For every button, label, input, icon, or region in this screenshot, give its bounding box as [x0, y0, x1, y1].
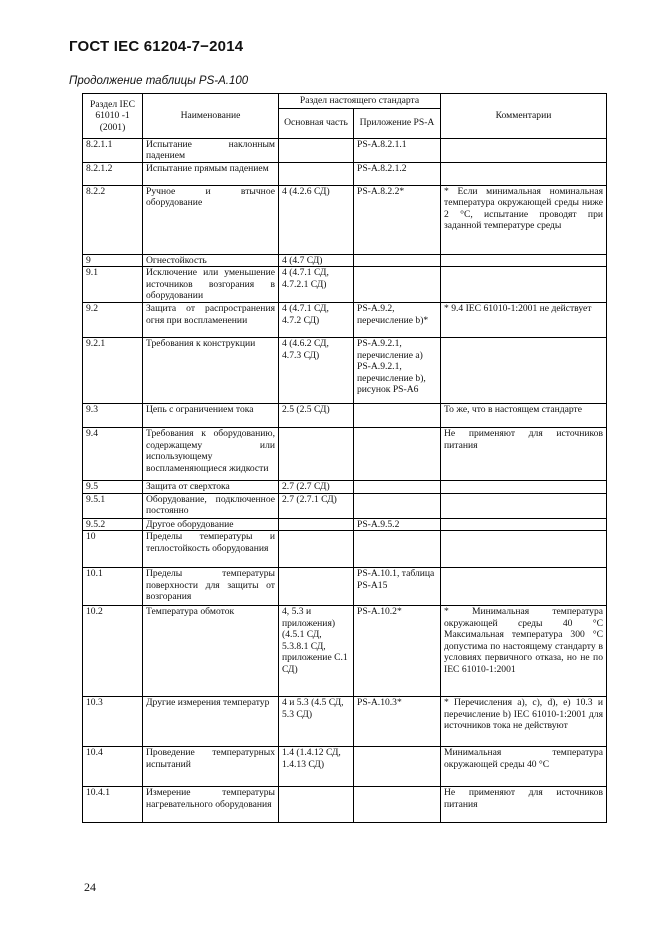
cell-section: 8.2.1.2	[83, 162, 143, 185]
cell-name: Защита от сверхтока	[143, 481, 279, 494]
cell-appendix	[354, 428, 441, 481]
cell-name: Требования к оборудованию, содержащему или использующему воспламеняющиеся жидкости	[143, 428, 279, 481]
cell-section: 9.5.1	[83, 493, 143, 518]
table-row	[83, 787, 607, 823]
cell-main: 4 и 5.3 (4.5 СД, 5.3 СД)	[279, 697, 354, 747]
cell-name: Другие измерения температур	[143, 697, 279, 747]
cell-comment: Не применяют для источников питания	[441, 787, 607, 823]
cell-comment	[441, 162, 607, 185]
header-main-part: Основная часть	[279, 108, 354, 138]
cell-section: 9.2	[83, 303, 143, 338]
cell-comment	[441, 568, 607, 606]
cell-comment: * Минимальная температура окружающей среды 40 °С Максимальная температура 300 °С допустима по настоящему стандарту в условиях первичного отказа, но не по IEC 61010-1:2001	[441, 606, 607, 697]
cell-section: 10.2	[83, 606, 143, 697]
cell-main	[279, 162, 354, 185]
cell-appendix: PS-A.9.5.2	[354, 518, 441, 531]
cell-main: 4 (4.7.1 СД, 4.7.2.1 СД)	[279, 267, 354, 303]
cell-main: 2.5 (2.5 СД)	[279, 404, 354, 428]
cell-section: 8.2.2	[83, 185, 143, 254]
cell-appendix	[354, 747, 441, 787]
cell-section: 10	[83, 531, 143, 568]
cell-main	[279, 787, 354, 823]
cell-main: 2.7 (2.7 СД)	[279, 481, 354, 494]
cell-comment: Минимальная температура окружающей среды 40 °С	[441, 747, 607, 787]
cell-comment	[441, 267, 607, 303]
cell-main: 4, 5.3 и приложения) (4.5.1 СД, 5.3.8.1 СД, приложение С.1 СД)	[279, 606, 354, 697]
cell-comment: * 9.4 IEC 61010-1:2001 не действует	[441, 303, 607, 338]
header-standard-group: Раздел настоящего стандарта	[279, 94, 441, 109]
cell-name: Цепь с ограничением тока	[143, 404, 279, 428]
page-number: 24	[84, 880, 96, 894]
table-row	[83, 303, 607, 338]
cell-comment	[441, 531, 607, 568]
cell-appendix: PS-A.9.2, перечисление b)*	[354, 303, 441, 338]
table-row	[83, 481, 607, 494]
cell-appendix: PS-A.8.2.2*	[354, 185, 441, 254]
cell-appendix	[354, 254, 441, 267]
cell-appendix: PS-A.10.2*	[354, 606, 441, 697]
cell-appendix: PS-A.8.2.1.1	[354, 138, 441, 162]
cell-name: Требования к конструкции	[143, 338, 279, 404]
cell-comment	[441, 138, 607, 162]
table-row	[83, 518, 607, 531]
cell-section: 9	[83, 254, 143, 267]
cell-section: 9.5	[83, 481, 143, 494]
cell-comment: Не применяют для источников питания	[441, 428, 607, 481]
cell-name: Другое оборудование	[143, 518, 279, 531]
cell-comment	[441, 338, 607, 404]
table-row	[83, 162, 607, 185]
cell-name: Испытание прямым падением	[143, 162, 279, 185]
header-appendix: Приложение PS-A	[354, 108, 441, 138]
cell-appendix	[354, 481, 441, 494]
cell-name: Температура обмоток	[143, 606, 279, 697]
cell-main	[279, 428, 354, 481]
cell-main: 4 (4.6.2 СД, 4.7.3 СД)	[279, 338, 354, 404]
cell-name: Проведение температурных испытаний	[143, 747, 279, 787]
cell-main: 4 (4.7.1 СД, 4.7.2 СД)	[279, 303, 354, 338]
cell-main: 4 (4.7 СД)	[279, 254, 354, 267]
cell-appendix: PS-A.9.2.1, перечисление a) PS-A.9.2.1, перечисление b), рисунок PS-A6	[354, 338, 441, 404]
cell-section: 10.4.1	[83, 787, 143, 823]
cell-appendix	[354, 531, 441, 568]
cell-appendix	[354, 787, 441, 823]
cell-appendix: PS-A.10.1, таблица PS-A15	[354, 568, 441, 606]
table-row	[83, 185, 607, 254]
cell-section: 8.2.1.1	[83, 138, 143, 162]
table-row	[83, 138, 607, 162]
table-row	[83, 428, 607, 481]
cell-name: Исключение или уменьшение источников возгорания в оборудовании	[143, 267, 279, 303]
cell-main	[279, 518, 354, 531]
cell-name: Огнестойкость	[143, 254, 279, 267]
cell-comment	[441, 518, 607, 531]
cell-appendix	[354, 404, 441, 428]
cell-comment	[441, 254, 607, 267]
cell-comment: * Если минимальная номинальная температура окружающей среды ниже 2 °С, испытание проводят при заданной температуре среды	[441, 185, 607, 254]
table-row	[83, 254, 607, 267]
cell-section: 10.3	[83, 697, 143, 747]
table-row	[83, 568, 607, 606]
cell-name: Оборудование, подключенное постоянно	[143, 493, 279, 518]
header-comments: Комментарии	[441, 94, 607, 139]
cell-name: Пределы температуры поверхности для защиты от возгорания	[143, 568, 279, 606]
table-row	[83, 606, 607, 697]
cell-section: 10.1	[83, 568, 143, 606]
table-row	[83, 267, 607, 303]
header-section: Раздел IEC 61010 -1 (2001)	[83, 94, 143, 139]
cell-section: 9.4	[83, 428, 143, 481]
cell-name: Защита от распространения огня при воспламенении	[143, 303, 279, 338]
cell-appendix: PS-A.8.2.1.2	[354, 162, 441, 185]
table-row	[83, 697, 607, 747]
cell-name: Пределы температуры и теплостойкость оборудования	[143, 531, 279, 568]
cell-appendix	[354, 493, 441, 518]
cell-comment	[441, 493, 607, 518]
table-row	[83, 531, 607, 568]
cell-main	[279, 568, 354, 606]
cell-main: 2.7 (2.7.1 СД)	[279, 493, 354, 518]
comparison-table	[82, 93, 607, 823]
cell-main: 1.4 (1.4.12 СД, 1.4.13 СД)	[279, 747, 354, 787]
cell-appendix: PS-A.10.3*	[354, 697, 441, 747]
cell-appendix	[354, 267, 441, 303]
cell-name: Испытание наклонным падением	[143, 138, 279, 162]
cell-section: 9.5.2	[83, 518, 143, 531]
cell-section: 9.3	[83, 404, 143, 428]
table-row	[83, 404, 607, 428]
table-caption: Продолжение таблицы PS-A.100	[69, 75, 249, 87]
table-row	[83, 493, 607, 518]
table-header-row	[83, 94, 607, 109]
page-title: ГОСТ IEC 61204-7−2014	[69, 38, 244, 55]
cell-comment: То же, что в настоящем стандарте	[441, 404, 607, 428]
cell-name: Измерение температуры нагревательного оборудования	[143, 787, 279, 823]
cell-section: 9.2.1	[83, 338, 143, 404]
cell-main	[279, 138, 354, 162]
cell-main	[279, 531, 354, 568]
table-row	[83, 747, 607, 787]
table-row	[83, 338, 607, 404]
cell-section: 9.1	[83, 267, 143, 303]
cell-comment	[441, 481, 607, 494]
header-name: Наименование	[143, 94, 279, 139]
cell-name: Ручное и втычное оборудование	[143, 185, 279, 254]
cell-main: 4 (4.2.6 СД)	[279, 185, 354, 254]
cell-section: 10.4	[83, 747, 143, 787]
cell-comment: * Перечисления а), с), d), е) 10.3 и перечисление b) IEC 61010-1:2001 для источников тока не действуют	[441, 697, 607, 747]
